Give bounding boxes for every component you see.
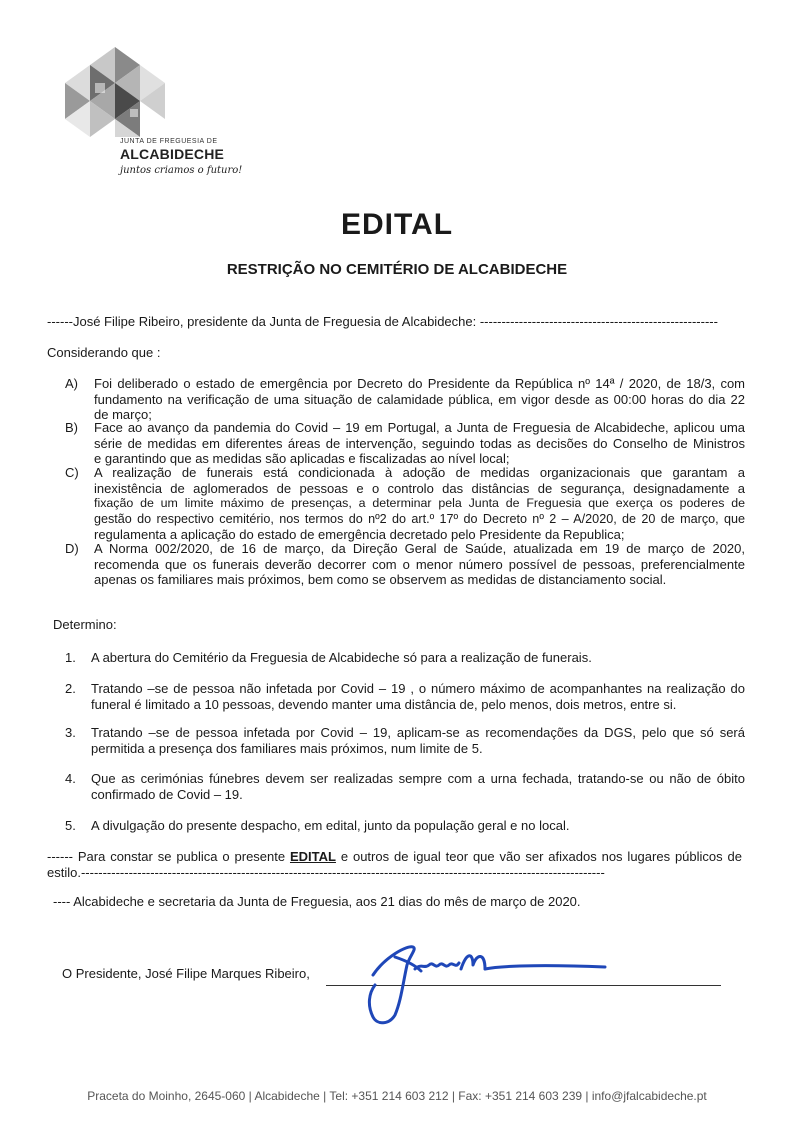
determination-4 [65,771,745,803]
consideration-marker: A) [65,376,78,391]
consideration-line: regulamenta a aplicação do estado de emergência decretado pelo Presidente da Republica; [94,527,625,542]
determination-line: Tratando –se de pessoa não infetada por Covid – 19 , o número máximo de acompanhantes na realização do [91,681,745,696]
determination-3 [65,725,745,757]
publication-clause [47,849,742,880]
consideration-marker: C) [65,465,79,480]
logo-tagline: juntos criamos o futuro! [120,165,243,176]
consideration-line: de março; [94,407,152,422]
consideration-line: A Norma 002/2020, de 16 de março, da Direção Geral de Saúde, atualizada em 19 de março de 2020, [94,541,745,556]
consideration-marker: B) [65,420,78,435]
consideration-line: inexistência de aglomerados de pessoas e o controlo das distâncias de segurança, designadamente a [94,480,745,496]
publication-text-before: ------ Para constar se publica o presente [47,849,290,864]
publication-text-after: e outros de igual teor que vão ser afixados nos lugares públicos de [335,849,742,864]
determination-line: Tratando –se de pessoa infetada por Covid – 19, aplicam-se as recomendações da DGS, pelo que só será [91,725,745,740]
consideration-line: recomenda que os funerais deverão decorrer com o menor número possível de pessoas, preferencialmente [94,556,745,572]
publication-edital: EDITAL [289,849,336,864]
footer-contact: Praceta do Moinho, 2645-060 | Alcabideche | Tel: +351 214 603 212 | Fax: +351 214 603 239 | info@jfalcabideche.pt [87,1089,707,1103]
signature-label: O Presidente, José Filipe Marques Ribeiro, [62,966,310,981]
determination-line: funeral é limitado a 10 pessoas, devendo manter uma distância de, pelo menos, dois metros, entre si. [91,696,677,712]
consideration-line: Foi deliberado o estado de emergência por Decreto do Presidente da República nº 14ª / 2020, de 18/3, com [94,376,745,391]
consideration-line: A realização de funerais está condicionada à adoção de medidas organizacionais que garantam a [94,465,745,480]
logo-line1: JUNTA DE FREGUESIA DE [120,138,218,145]
determination-line: Que as cerimónias fúnebres devem ser realizadas sempre com a urna fechada, tratando-se ou não de óbito [91,771,745,786]
determination-2 [65,681,745,713]
consideration-b [65,420,745,467]
consideration-line: Face ao avanço da pandemia do Covid – 19 em Portugal, a Junta de Freguesia de Alcabideche, aplicou uma [94,420,745,435]
consideration-a [65,376,745,423]
consideration-d [65,541,745,588]
consideration-line: fundamento na verificação de uma situação de calamidade pública, em vigor desde as 00:00 horas do dia 22 [94,391,745,407]
consideration-line: gestão do respectivo cemitério, nos termos do nº2 do art.º 17º do Decreto nº 2 – A/2020, de 20 de março, que [94,511,745,526]
determination-number: 5. [65,818,76,833]
determination-5 [65,818,745,834]
signature-icon [355,935,625,1027]
consideration-line: apenas os familiares mais próximos, bem como se observem as medidas de distanciamento social. [94,572,667,587]
considering-label: Considerando que : [47,345,161,360]
document-subtitle: RESTRIÇÃO NO CEMITÉRIO DE ALCABIDECHE [226,261,568,278]
consideration-c [65,465,745,543]
determination-number: 3. [65,725,76,740]
determination-number: 4. [65,771,76,786]
logo-icon [60,45,170,140]
consideration-marker: D) [65,541,79,556]
logo-name: ALCABIDECHE [120,146,225,162]
determination-line: confirmado de Covid – 19. [91,786,243,802]
consideration-line: série de medidas em diferentes áreas de intervenção, seguindo todas as decisões do Conselho de Ministros [94,435,745,451]
determination-line: A abertura do Cemitério da Freguesia de Alcabideche só para a realização de funerais. [91,650,592,665]
determination-number: 2. [65,681,76,696]
determination-line: A divulgação do presente despacho, em edital, junto da população geral e no local. [91,818,570,833]
closing-line: ---- Alcabideche e secretaria da Junta de Freguesia, aos 21 dias do mês de março de 2020. [53,894,581,909]
document-title: EDITAL [340,208,454,241]
publication-line-2: estilo.------------------------------------------------------------------------------------------------------------------------- [47,864,605,880]
determination-1 [65,650,745,666]
determination-line: permitida a presença dos familiares mais próximos, num limite de 5. [91,740,483,756]
consideration-line: fixação de um limite máximo de presenças, a determinar pela Junta de Freguesia que exerça os poderes de [94,496,745,510]
determine-label: Determino: [53,617,117,632]
consideration-line: e garantindo que as medidas são aplicadas e fiscalizadas ao nível local; [94,451,510,466]
intro-line: ------José Filipe Ribeiro, presidente da Junta de Freguesia de Alcabideche: ------------------------------------------------------- [47,314,718,329]
publication-line [47,849,742,865]
determination-number: 1. [65,650,76,665]
